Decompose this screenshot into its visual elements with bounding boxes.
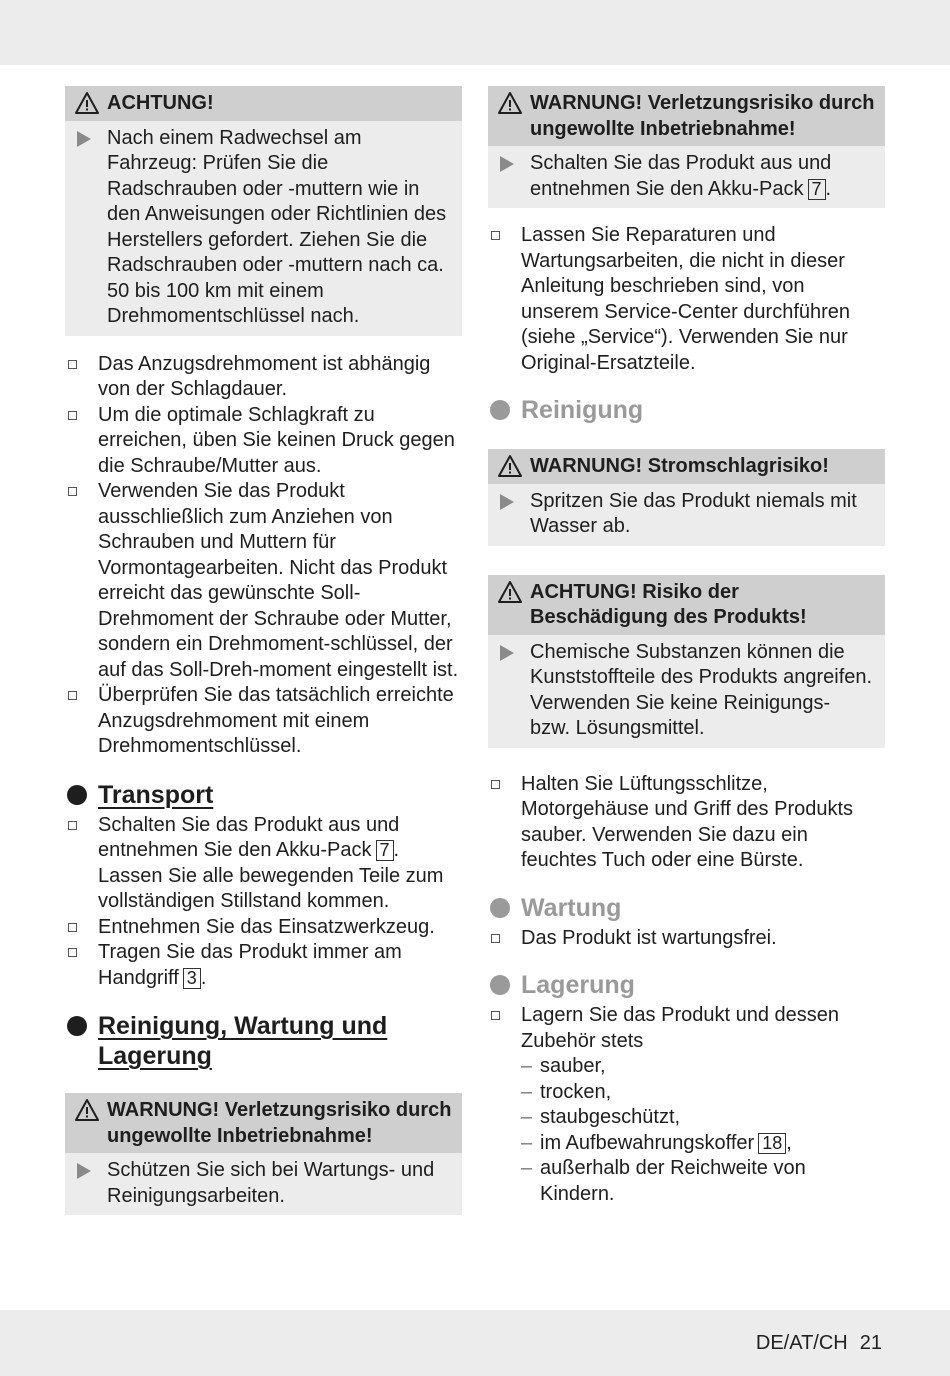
part-reference-badge: 7 <box>808 179 826 200</box>
caution-title: ACHTUNG! <box>107 92 214 114</box>
warning-body <box>65 1153 462 1215</box>
left-column <box>65 86 462 1215</box>
checkbox-bullet-icon <box>68 821 77 830</box>
section-heading-cleaning: Reinigung <box>488 395 885 425</box>
warning-text: Schützen Sie sich bei Wartungs- und Reinigungsarbeiten. <box>107 1159 435 1207</box>
warning-header <box>65 1093 462 1153</box>
warning-title: WARNUNG! Stromschlagrisiko! <box>530 455 829 477</box>
warning-triangle-icon <box>498 580 522 604</box>
usage-notes-list <box>65 352 462 760</box>
caution-header <box>488 575 885 635</box>
cleaning-list <box>488 772 885 874</box>
list-item: Tragen Sie das Produkt immer am Handgriff 3 . <box>65 940 462 991</box>
list-item: Das Produkt ist wartungsfrei. <box>488 926 885 952</box>
list-item: – außerhalb der Reichweite von Kindern. <box>521 1157 806 1205</box>
caution-title: ACHTUNG! Risiko der Beschädigung des Produkts! <box>530 580 807 628</box>
list-item: Schalten Sie das Produkt aus und entnehmen Sie den Akku-Pack 7 . Lassen Sie alle bewegenden Teile zum vollständigen Stillstand kommen. <box>65 813 462 915</box>
warning-body <box>488 484 885 546</box>
region-label: DE/AT/CH <box>755 1332 848 1354</box>
list-item: Um die optimale Schlagkraft zu erreichen, üben Sie keinen Druck gegen die Schraube/Mutter aus. <box>65 403 462 480</box>
page-footer <box>756 1331 882 1357</box>
list-item: Verwenden Sie das Produkt ausschließlich zum Anziehen von Schrauben und Muttern für Vormontagearbeiten. Nicht das Produkt erreicht das gewünschte Soll-Drehmoment der Schraube oder Mutter, sondern ein Drehmoment-schlüssel, der auf das Soll-Dreh-moment eingestellt ist. <box>65 479 462 683</box>
warning-text: Schalten Sie das Produkt aus und entnehmen Sie den Akku-Pack <box>530 152 832 200</box>
section-heading-transport: Transport <box>65 780 462 810</box>
dash-bullet: – <box>521 1055 533 1077</box>
arrow-bullet-icon <box>500 494 514 510</box>
section-heading-cleaning-maintenance-storage: Reinigung, Wartung und Lagerung <box>65 1011 462 1071</box>
list-item: Lagern Sie das Produkt und dessen Zubehör stets – sauber, – trocken, – staubgeschützt, – im Aufbewahrungskoffer 18 , – außerhalb der Reichweite von Kindern. <box>488 1003 885 1207</box>
dash-bullet: – <box>521 1157 533 1179</box>
storage-conditions-list <box>521 1054 885 1207</box>
caution-body <box>65 121 462 336</box>
dash-bullet: – <box>521 1106 533 1128</box>
caution-box-wheel-change <box>65 86 462 336</box>
arrow-bullet-icon <box>500 156 514 172</box>
list-item: Entnehmen Sie das Einsatzwerkzeug. <box>65 915 462 941</box>
checkbox-bullet-icon <box>68 923 77 932</box>
checkbox-bullet-icon <box>68 411 77 420</box>
caution-header <box>65 86 462 121</box>
list-item: – sauber, <box>521 1054 885 1080</box>
caution-box-product-damage <box>488 575 885 748</box>
section-heading-storage: Lagerung <box>488 970 885 1000</box>
bullet-dot-icon <box>490 400 510 420</box>
part-reference-badge: 18 <box>758 1133 786 1154</box>
arrow-bullet-icon <box>77 131 91 147</box>
bullet-dot-icon <box>67 785 87 805</box>
repair-list <box>488 223 885 376</box>
part-reference-badge: 3 <box>183 968 201 989</box>
checkbox-bullet-icon <box>68 691 77 700</box>
list-item: Das Anzugsdrehmoment ist abhängig von der Schlagdauer. <box>65 352 462 403</box>
dash-bullet: – <box>521 1080 533 1103</box>
list-item: Halten Sie Lüftungsschlitze, Motorgehäuse und Griff des Produkts sauber. Verwenden Sie dazu ein feuchtes Tuch oder eine Bürste. <box>488 772 885 874</box>
bullet-dot-icon <box>490 898 510 918</box>
warning-triangle-icon <box>498 91 522 115</box>
page-number: 21 <box>859 1332 882 1354</box>
storage-list <box>488 1003 885 1207</box>
bullet-dot-icon <box>67 1016 87 1036</box>
checkbox-bullet-icon <box>68 948 77 957</box>
checkbox-bullet-icon <box>491 934 500 943</box>
caution-text: Nach einem Radwechsel am Fahrzeug: Prüfen Sie die Radschrauben oder -muttern wie in den Anweisungen oder Richtlinien des Herstellers gefordert. Ziehen Sie die Radschrauben oder -muttern nach ca. 50 bis 100 km mit einem Drehmomentschlüssel nach. <box>107 126 447 327</box>
checkbox-bullet-icon <box>68 487 77 496</box>
part-reference-badge: 7 <box>376 840 394 861</box>
warning-title: WARNUNG! Verletzungsrisiko durch ungewollte Inbetriebnahme! <box>530 92 875 140</box>
warning-text: Spritzen Sie das Produkt niemals mit Wasser ab. <box>530 489 857 537</box>
warning-title: WARNUNG! Verletzungsrisiko durch ungewollte Inbetriebnahme! <box>107 1099 452 1147</box>
warning-box-electric-shock <box>488 449 885 546</box>
warning-header <box>488 86 885 146</box>
right-column <box>488 86 885 1207</box>
warning-triangle-icon <box>75 91 99 115</box>
checkbox-bullet-icon <box>68 360 77 369</box>
caution-text: Chemische Substanzen können die Kunststoffteile des Produkts angreifen. Verwenden Sie keine Reinigungs- bzw. Lösungsmittel. <box>530 640 873 739</box>
warning-box-unintended-start <box>488 86 885 208</box>
checkbox-bullet-icon <box>491 231 500 240</box>
checkbox-bullet-icon <box>491 780 500 789</box>
list-item: – im Aufbewahrungskoffer 18 , <box>521 1131 885 1157</box>
warning-header <box>488 449 885 484</box>
list-item: Überprüfen Sie das tatsächlich erreichte Anzugsdrehmoment mit einem Drehmomentschlüssel. <box>65 683 462 760</box>
maintenance-list <box>488 926 885 952</box>
checkbox-bullet-icon <box>491 1011 500 1020</box>
section-heading-maintenance: Wartung <box>488 893 885 923</box>
warning-triangle-icon <box>75 1098 99 1122</box>
list-item: Lassen Sie Reparaturen und Wartungsarbeiten, die nicht in dieser Anleitung beschrieben sind, von unserem Service-Center durchführen (siehe „Service“). Verwenden Sie nur Original-Ersatzteile. <box>488 223 885 376</box>
arrow-bullet-icon <box>77 1163 91 1179</box>
warning-box-unintended-start <box>65 1093 462 1215</box>
warning-triangle-icon <box>498 454 522 478</box>
list-item: – trocken, <box>521 1080 885 1106</box>
list-item: – staubgeschützt, <box>521 1105 885 1131</box>
transport-list <box>65 813 462 992</box>
arrow-bullet-icon <box>500 645 514 661</box>
bullet-dot-icon <box>490 975 510 995</box>
caution-body <box>488 635 885 748</box>
dash-bullet: – <box>521 1131 533 1154</box>
warning-body: Schalten Sie das Produkt aus und entnehmen Sie den Akku-Pack 7 . <box>488 146 885 208</box>
top-bar <box>0 0 950 65</box>
